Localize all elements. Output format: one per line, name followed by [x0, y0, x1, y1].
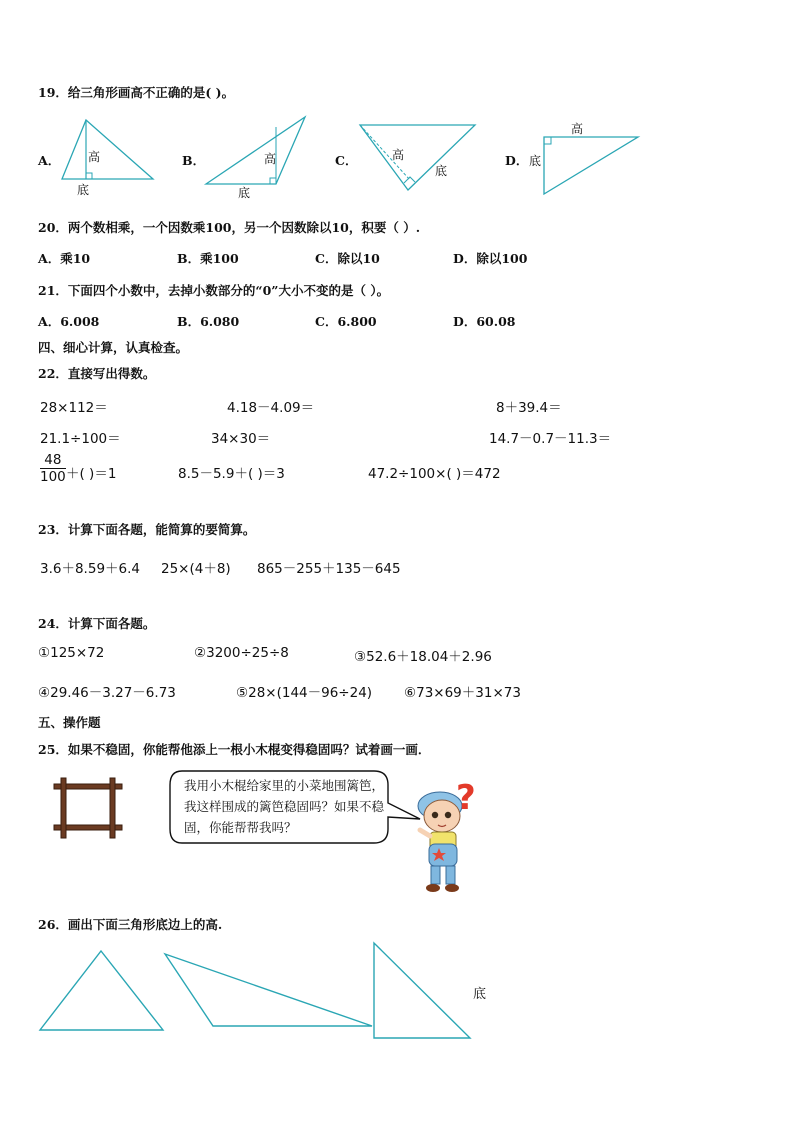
q19-c-height-label: 高 [392, 148, 405, 162]
q20-option-b[interactable]: B．乘100 [177, 251, 239, 266]
q19-d-base-label: 底 [529, 154, 542, 168]
fraction-denominator: 100 [40, 469, 66, 485]
q19-triangle-d [542, 135, 642, 197]
q22-r3-item2: 8.5－5.9＋( )＝3 [178, 466, 285, 482]
fraction-numerator: 48 [40, 452, 66, 469]
q22-title: 22．直接写出得数。 [38, 366, 156, 381]
q22-r1-item3: 8＋39.4＝ [496, 400, 562, 416]
q20-option-a[interactable]: A．乘10 [38, 251, 91, 266]
wooden-frame-icon [52, 778, 126, 840]
q24-item5: ⑤28×(144－96÷24) [236, 685, 373, 701]
question-mark-icon: ? [456, 778, 476, 818]
q19-option-a-label[interactable]: A． [38, 153, 61, 168]
q23-item1: 3.6＋8.59＋6.4 [40, 561, 140, 577]
q19-d-height-label: 高 [571, 122, 584, 136]
q26-triangle-2 [163, 952, 375, 1028]
q24-item1: ①125×72 [38, 645, 105, 661]
q19-c-base-label: 底 [435, 164, 448, 178]
q19-option-d-label[interactable]: D． [505, 153, 529, 168]
section-4-heading: 四、细心计算，认真检查。 [38, 340, 189, 355]
q24-item3: ③52.6＋18.04＋2.96 [354, 649, 492, 665]
q20-option-d[interactable]: D．除以100 [453, 251, 528, 266]
q19-option-c-label[interactable]: C． [335, 153, 358, 168]
q25-title: 25．如果不稳固，你能帮他添上一根小木棍变得稳固吗？试着画一画． [38, 742, 431, 757]
q26-triangle-1 [38, 949, 166, 1033]
q19-triangle-c [358, 123, 478, 193]
q23-item3: 865－255＋135－645 [257, 561, 401, 577]
q22-r1-item1: 28×112＝ [40, 400, 108, 416]
q23-item2: 25×(4＋8) [161, 561, 231, 577]
q21-option-d[interactable]: D．60.08 [453, 314, 516, 329]
q24-title: 24．计算下面各题。 [38, 616, 156, 631]
q21-title: 21．下面四个小数中，去掉小数部分的“0”大小不变的是（ ）。 [38, 283, 390, 298]
q24-item6: ⑥73×69＋31×73 [404, 685, 521, 701]
q23-title: 23．计算下面各题，能简算的要简算。 [38, 522, 256, 537]
q19-a-height-label: 高 [88, 150, 101, 164]
q21-option-b[interactable]: B．6.080 [177, 314, 240, 329]
q22-r3-item3: 47.2÷100×( )＝472 [368, 466, 501, 482]
q24-item4: ④29.46－3.27－6.73 [38, 685, 176, 701]
q19-triangle-b [204, 115, 308, 187]
speech-bubble-text: 我用小木棍给家里的小菜地围篱笆，我这样围成的篱笆稳固吗？如果不稳固，你能帮帮我吗？ [184, 778, 385, 835]
q19-b-base-label: 底 [238, 186, 251, 200]
q22-r2-item1: 21.1÷100＝ [40, 431, 121, 447]
q19-option-b-label[interactable]: B． [182, 153, 206, 168]
q20-title: 20．两个数相乘，一个因数乘100，另一个因数除以10，积要（ ）. [38, 220, 421, 235]
q22-r3-item1-rest: ＋( )＝1 [66, 466, 117, 482]
q26-title: 26．画出下面三角形底边上的高. [38, 917, 223, 932]
section-5-heading: 五、操作题 [38, 715, 101, 730]
q21-option-c[interactable]: C．6.800 [315, 314, 377, 329]
q22-r1-item2: 4.18－4.09＝ [227, 400, 315, 416]
q22-r3-fraction [40, 452, 66, 485]
q20-option-c[interactable]: C．除以10 [315, 251, 380, 266]
cartoon-boy-icon [412, 786, 492, 898]
q26-triangle-3 [372, 941, 474, 1041]
q21-option-a[interactable]: A．6.008 [38, 314, 100, 329]
q22-r2-item2: 34×30＝ [211, 431, 271, 447]
q19-b-height-label: 高 [264, 152, 277, 166]
q19-a-base-label: 底 [77, 183, 90, 197]
q22-r2-item3: 14.7－0.7－11.3＝ [489, 431, 612, 447]
q19-triangle-a [60, 118, 156, 198]
q19-title: 19．给三角形画高不正确的是( )。 [38, 85, 235, 100]
q24-item2: ②3200÷25÷8 [194, 645, 289, 661]
q26-base-label: 底 [473, 987, 487, 1002]
